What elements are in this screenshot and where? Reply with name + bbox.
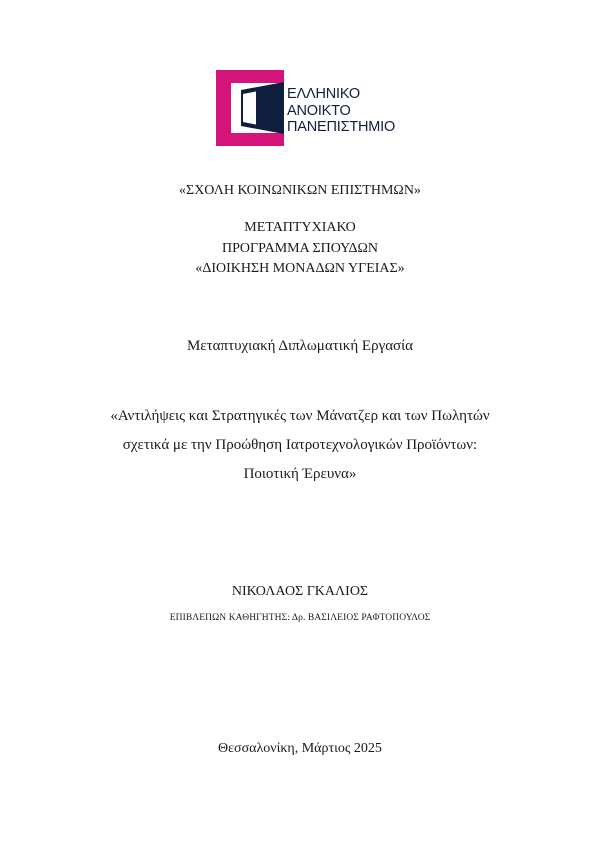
program-line-1: ΜΕΤΑΠΤΥΧΙΑΚΟ: [244, 220, 356, 235]
thesis-title-line-2: σχετικά με την Προώθηση Ιατροτεχνολογικών Προϊόντων:: [122, 437, 478, 453]
logo-line-1: ΕΛΛΗΝΙΚΟ: [287, 86, 360, 102]
logo-wordmark: [287, 86, 395, 136]
university-logo: [216, 70, 406, 146]
author-name: ΝΙΚΟΛΑΟΣ ΓΚΑΛΙΟΣ: [231, 584, 369, 599]
school-name: «ΣΧΟΛΗ ΚΟΙΝΩΝΙΚΩΝ ΕΠΙΣΤΗΜΩΝ»: [179, 183, 421, 198]
thesis-title-line-3: Ποιοτική Έρευνα»: [243, 466, 357, 482]
logo-line-3: ΠΑΝΕΠΙΣΤΗΜΙΟ: [287, 119, 396, 135]
program-line-3: «ΔΙΟΙΚΗΣΗ ΜΟΝΑΔΩΝ ΥΓΕΙΑΣ»: [195, 261, 405, 276]
thesis-type: Μεταπτυχιακή Διπλωματική Εργασία: [186, 338, 414, 354]
logo-line-2: ΑΝΟΙΚΤΟ: [287, 102, 351, 119]
thesis-title-line-1: «Αντιλήψεις και Στρατηγικές των Μάνατζερ και των Πωλητών: [110, 408, 490, 424]
program-line-2: ΠΡΟΓΡΑΜΜΑ ΣΠΟΥΔΩΝ: [221, 241, 378, 256]
university-emblem-icon: [216, 70, 284, 146]
supervisor-line: ΕΠΙΒΛΕΠΩΝ ΚΑΘΗΓΗΤΗΣ: Δρ. ΒΑΣΙΛΕΙΟΣ ΡΑΦΤΟΠΟΥΛΟΣ: [169, 613, 431, 623]
place-date: Θεσσαλονίκη, Μάρτιος 2025: [218, 741, 382, 756]
